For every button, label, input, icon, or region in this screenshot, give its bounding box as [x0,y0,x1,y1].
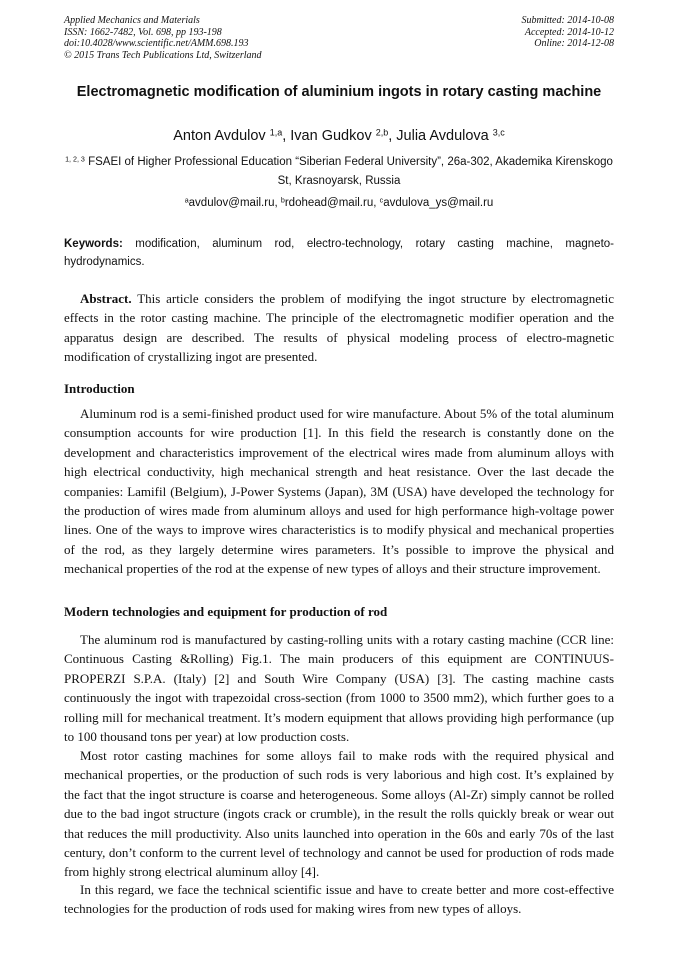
email-address: rdohead@mail.ru [284,197,374,209]
author-affiliation-mark: 1,a [269,127,283,138]
journal-name: Applied Mechanics and Materials [64,15,200,26]
email-mark: c [379,196,384,205]
submission-dates [522,15,615,50]
journal-issn: ISSN: 1662-7482, Vol. 698, pp 193-198 [64,26,222,38]
body-paragraph: Most rotor casting machines for some alloys fail to make rods with the required physical and mechanical properties, or the production of such rods is very laborious and high cost. It’s explained by the fact that the ingot structure is coarse and heterogeneous. Some alloys (Al-Zr) simply cannot be rolled due to the bad ingot structure (ingots crack or crumble), in the result the rolls quickly break or wear out that reduces the mill productivity. Also units launched into operation in the 60s and early 70s of the last century, don’t conform to the current level of technology and cannot be used for production of rods made from highly strong electrical aluminum alloy [4]. [64,748,614,880]
keywords [64,235,614,271]
section-heading-introduction: Introduction [64,381,135,396]
email-address: avdulov@mail.ru [188,197,275,209]
author-name: Ivan Gudkov [290,128,372,144]
accepted-date: Accepted: 2014-10-12 [524,26,614,38]
abstract [64,289,614,367]
author-affiliation-mark: 3,c [492,127,505,138]
author-list: Anton Avdulov $^{1,a}$, Ivan Gudkov $^{2,b}$, Julia Avdulova $^{3,c}$ [173,127,505,144]
author-name: Anton Avdulov [173,128,266,144]
journal-doi: doi:10.4028/www.scientific.net/AMM.698.193 [64,38,249,49]
journal-copyright: © 2015 Trans Tech Publications Ltd, Switzerland [64,49,262,61]
online-date: Online: 2014-12-08 [534,38,614,49]
affiliation [64,153,614,191]
keywords-label: Keywords: [64,238,123,250]
affiliation-mark: 1, 2, 3 [65,155,85,164]
keywords-text: modification, aluminum rod, electro-technology, rotary casting machine, magneto-hydrodynamics. [64,238,614,268]
author-name: Julia Avdulova [396,128,489,144]
abstract-text: This article considers the problem of modifying the ingot structure by electromagnetic effects in the rotor casting machine. The principle of the electromagnetic modifier operation and the apparatus design are described. The results of physical modeling process of electro-magnetic modification of crystallizing ingot are presented. [64,291,615,365]
section-heading-modern-technologies: Modern technologies and equipment for production of rod [64,604,388,619]
affiliation-text: FSAEI of Higher Professional Education “Siberian Federal University”, 26a-302, Akademika Kirenskogo St, Krasnoyarsk, Russia [88,156,613,187]
author-affiliation-mark: 2,b [375,127,389,138]
submitted-date: Submitted: 2014-10-08 [521,15,614,26]
email-list: $^a$avdulov@mail.ru, $^b$rdohead@mail.ru, $^c$avdulova_ys@mail.ru [184,196,494,209]
body-paragraph: In this regard, we face the technical scientific issue and have to create better and more cost-effective technologies for the production of rods used for making wires from new types of alloys. [64,882,614,917]
introduction-paragraph: Aluminum rod is a semi-finished product used for wire manufacture. About 5% of the total aluminum consumption accounts for wire production [1]. In this field the research is constantly done on the development and characteristics improvement of the electrical wires made from aluminum alloys with high electrical conductivity, high mechanical strength and heat resistance. Over the last decade the companies: Lamifil (Belgium), J-Power Systems (Japan), 3M (USA) have developed the technology for the production of wires made from aluminum alloys and used for high performance high-voltage power lines. One of the ways to improve wires characteristics is to modify physical and mechanical properties of the rod, as they largely determine wires parameters. It’s possible to improve the physical and mechanical properties of the rod at the expense of new types of alloys and their structure improvement. [64,406,614,577]
email-mark: a [184,196,189,205]
email-address: avdulova_ys@mail.ru [383,197,494,209]
body-paragraph: The aluminum rod is manufactured by casting-rolling units with a rotary casting machine (CCR line: Continuous Casting &Rolling) Fig.1. The main producers of this equipment are CONTINUUS-PROPERZI S.P.A. (Italy) [2] and South Wire Company (USA) [3]. The casting machine casts continuously the ingot with trapezoidal cross-section (from 1000 to 3500 mm2), which further goes to a rolling mill for mechanical treatment. It’s modern equipment that allows providing high performance (up to 100 thousand tons per year) at low production costs. [64,632,614,745]
email-mark: b [280,196,285,205]
journal-info [64,15,262,61]
abstract-label: Abstract. [80,291,132,306]
paper-title: Electromagnetic modification of aluminium ingots in rotary casting machine [76,84,602,100]
